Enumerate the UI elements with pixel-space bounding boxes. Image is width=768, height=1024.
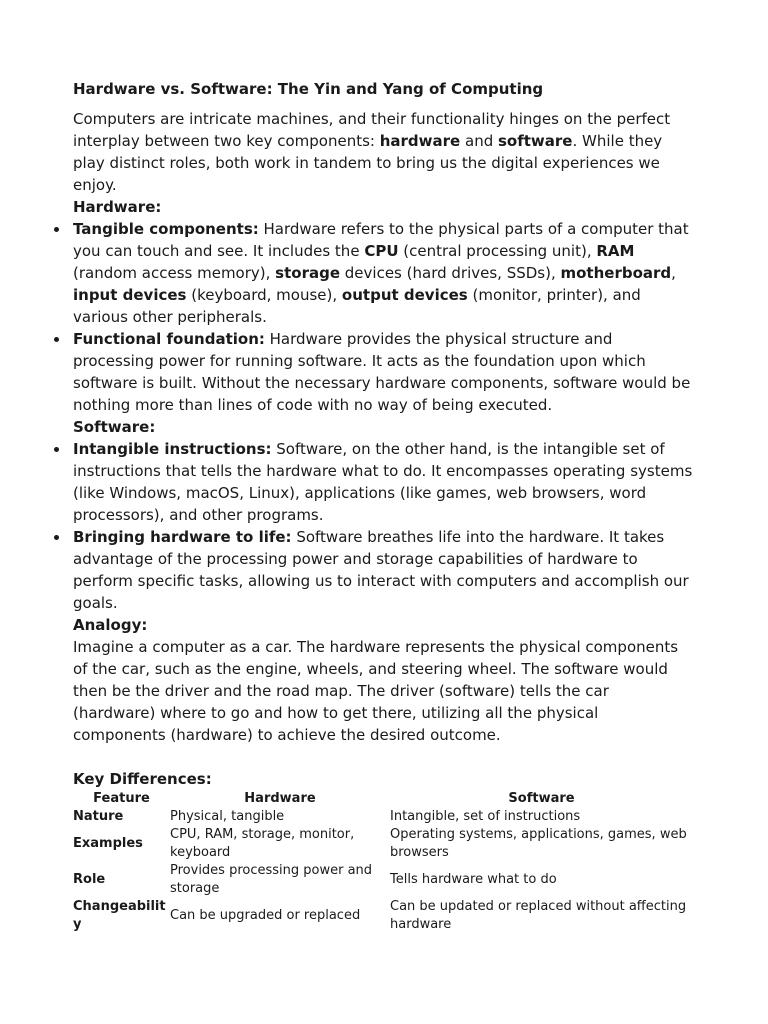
hardware-heading: Hardware: bbox=[73, 198, 162, 216]
list-item: Tangible components: Hardware refers to the physical parts of a computer that you can touch and see. It includes the CPU (central processing unit), RAM (random access memory), storage devices (hard drives, SSDs), motherboard, input devices (keyboard, mouse), output devices (monitor, printer), and various other peripherals. bbox=[73, 218, 693, 328]
hardware-cell: CPU, RAM, storage, monitor, keyboard bbox=[170, 827, 355, 860]
feature-cell: Examples bbox=[73, 836, 143, 851]
feature-cell: Changeability bbox=[73, 899, 166, 932]
hardware-cell: Can be upgraded or replaced bbox=[170, 908, 361, 923]
table-row bbox=[73, 862, 693, 898]
analogy-paragraph: Imagine a computer as a car. The hardware represents the physical components of the car, such as the engine, wheels, and steering wheel. The software would then be the driver and the road map. The driver (software) tells the car (hardware) where to go and how to get there, utilizing all the physical components (hardware) to achieve the desired outcome. bbox=[73, 638, 679, 744]
list-item: Intangible instructions: Software, on the other hand, is the intangible set of instructions that tells the hardware what to do. It encompasses operating systems (like Windows, macOS, Linux), applications (like games, web browsers, word processors), and other programs. bbox=[73, 440, 693, 524]
feature-cell: Role bbox=[73, 872, 106, 887]
analogy-heading: Analogy: bbox=[73, 616, 148, 634]
hardware-list bbox=[73, 218, 693, 416]
list-item: Bringing hardware to life: Software breathes life into the hardware. It takes advantage of the processing power and storage capabilities of hardware to perform specific tasks, allowing us to interact with computers and accomplish our goals. bbox=[73, 526, 693, 614]
document-page bbox=[73, 78, 693, 934]
hardware-cell: Physical, tangible bbox=[170, 809, 285, 824]
table-row bbox=[73, 898, 693, 934]
software-list bbox=[73, 438, 693, 614]
software-cell: Operating systems, applications, games, web browsers bbox=[390, 827, 687, 860]
table-row bbox=[73, 808, 693, 826]
key-differences-heading: Key Differences: bbox=[73, 770, 212, 788]
intro-paragraph: Computers are intricate machines, and their functionality hinges on the perfect interplay between two key components: hardware and software. While they play distinct roles, both work in tandem to bring us the digital experiences we enjoy. bbox=[73, 110, 671, 194]
table-header-row bbox=[73, 790, 693, 808]
software-cell: Can be updated or replaced without affecting hardware bbox=[390, 899, 687, 932]
key-differences-table bbox=[73, 790, 693, 934]
document-title: Hardware vs. Software: The Yin and Yang of Computing bbox=[73, 80, 544, 98]
column-header-hardware: Hardware bbox=[244, 791, 316, 806]
software-cell: Intangible, set of instructions bbox=[390, 809, 581, 824]
column-header-software: Software bbox=[508, 791, 575, 806]
spacer bbox=[73, 746, 693, 768]
table-row bbox=[73, 826, 693, 862]
column-header-feature: Feature bbox=[93, 791, 150, 806]
software-cell: Tells hardware what to do bbox=[390, 872, 557, 887]
hardware-cell: Provides processing power and storage bbox=[170, 863, 373, 896]
list-item: Functional foundation: Hardware provides the physical structure and processing power for running software. It acts as the foundation upon which software is built. Without the necessary hardware components, software would be nothing more than lines of code with no way of being executed. bbox=[73, 328, 693, 416]
feature-cell: Nature bbox=[73, 809, 124, 824]
software-heading: Software: bbox=[73, 418, 156, 436]
